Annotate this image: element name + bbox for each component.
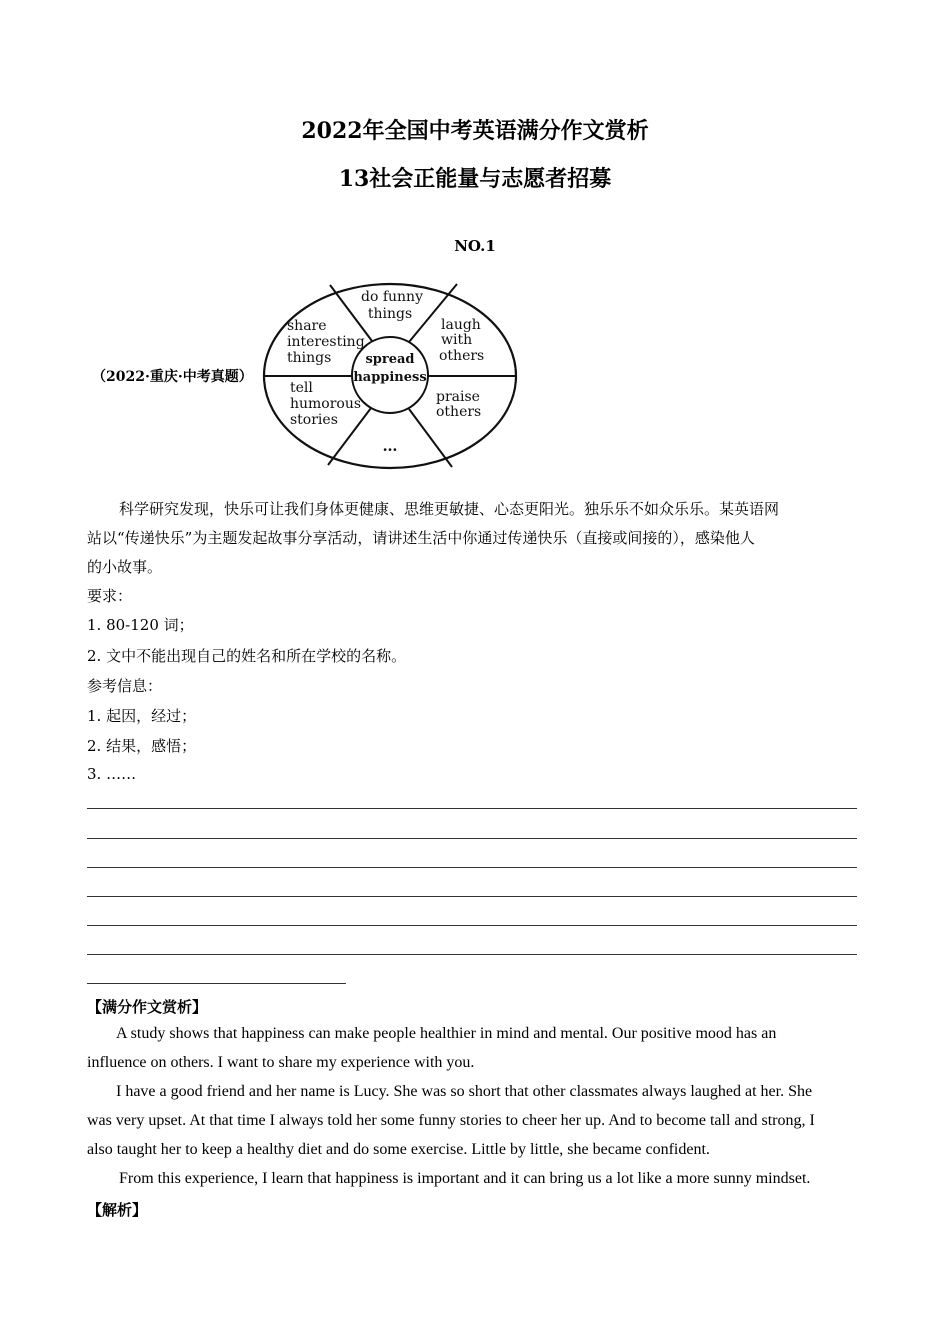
wheel-upper-left-line2: interesting: [287, 334, 365, 350]
essay-line-5: also taught her to keep a healthy diet and do some exercise. Little by little, she became confident.: [87, 1141, 710, 1158]
writing-line: [87, 808, 857, 809]
wheel-upper-right-line1: laugh: [441, 317, 481, 333]
wheel-lower-left-line2: humorous: [290, 396, 362, 412]
wheel-bottom-ellipsis: …: [382, 437, 398, 455]
prompt-line-3: 的小故事。: [87, 558, 163, 576]
wheel-lower-right-line2: others: [436, 404, 482, 420]
requirements-label: 要求：: [87, 587, 133, 605]
writing-line: [87, 983, 346, 984]
reference-1: 1. 起因，经过；: [87, 707, 197, 725]
wheel-upper-left-line3: things: [287, 350, 332, 366]
wheel-center-line1: spread: [365, 352, 415, 367]
page-subtitle: 13社会正能量与志愿者招募: [338, 166, 612, 192]
writing-line: [87, 896, 857, 897]
essay-line-3: I have a good friend and her name is Lucy. She was so short that other classmates always laughed at her. She: [116, 1083, 813, 1100]
essay-line-2: influence on others. I want to share my experience with you.: [87, 1054, 475, 1071]
wheel-lower-left-line3: stories: [290, 412, 338, 428]
wheel-top-line2: things: [367, 306, 413, 322]
reference-3: 3. ……: [87, 765, 137, 783]
wheel-lower-right-line1: praise: [436, 389, 480, 405]
writing-line: [87, 838, 857, 839]
wheel-top-line1: do funny: [361, 289, 423, 305]
wheel-upper-right-line3: others: [439, 348, 485, 364]
writing-line: [87, 954, 857, 955]
writing-line: [87, 867, 857, 868]
requirement-1: 1. 80-120 词；: [87, 616, 194, 634]
question-number: NO.1: [454, 237, 496, 255]
wheel-upper-left-line1: share: [287, 318, 327, 334]
wheel-upper-right-line2: with: [441, 332, 473, 348]
prompt-line-1: 科学研究发现，快乐可让我们身体更健康、思维更敏捷、心态更阳光。独乐乐不如众乐乐。某英语网: [119, 500, 780, 518]
question-source: （2022·重庆·中考真题）: [92, 369, 253, 385]
page-title: 2022年全国中考英语满分作文赏析: [301, 118, 649, 144]
essay-line-1: A study shows that happiness can make people healthier in mind and mental. Our positive mood has an: [116, 1025, 777, 1042]
prompt-line-2: 站以“传递快乐”为主题发起故事分享活动，请讲述生活中你通过传递快乐（直接或间接的），感染他人: [87, 529, 755, 547]
wheel-center-line2: happiness: [353, 370, 427, 385]
writing-line: [87, 925, 857, 926]
reference-2: 2. 结果，感悟；: [87, 737, 197, 755]
wheel-lower-left-line1: tell: [290, 380, 313, 396]
analysis-heading: 【解析】: [87, 1201, 148, 1219]
spread-happiness-wheel: [262, 281, 524, 473]
model-essay-heading: 【满分作文赏析】: [87, 998, 208, 1016]
essay-line-6: From this experience, I learn that happiness is important and it can bring us a lot like a more sunny mindset.: [119, 1170, 811, 1187]
essay-line-4: was very upset. At that time I always told her some funny stories to cheer her up. And to become tall and strong, I: [87, 1112, 815, 1129]
reference-label: 参考信息：: [87, 677, 163, 695]
requirement-2: 2. 文中不能出现自己的姓名和所在学校的名称。: [87, 647, 407, 665]
